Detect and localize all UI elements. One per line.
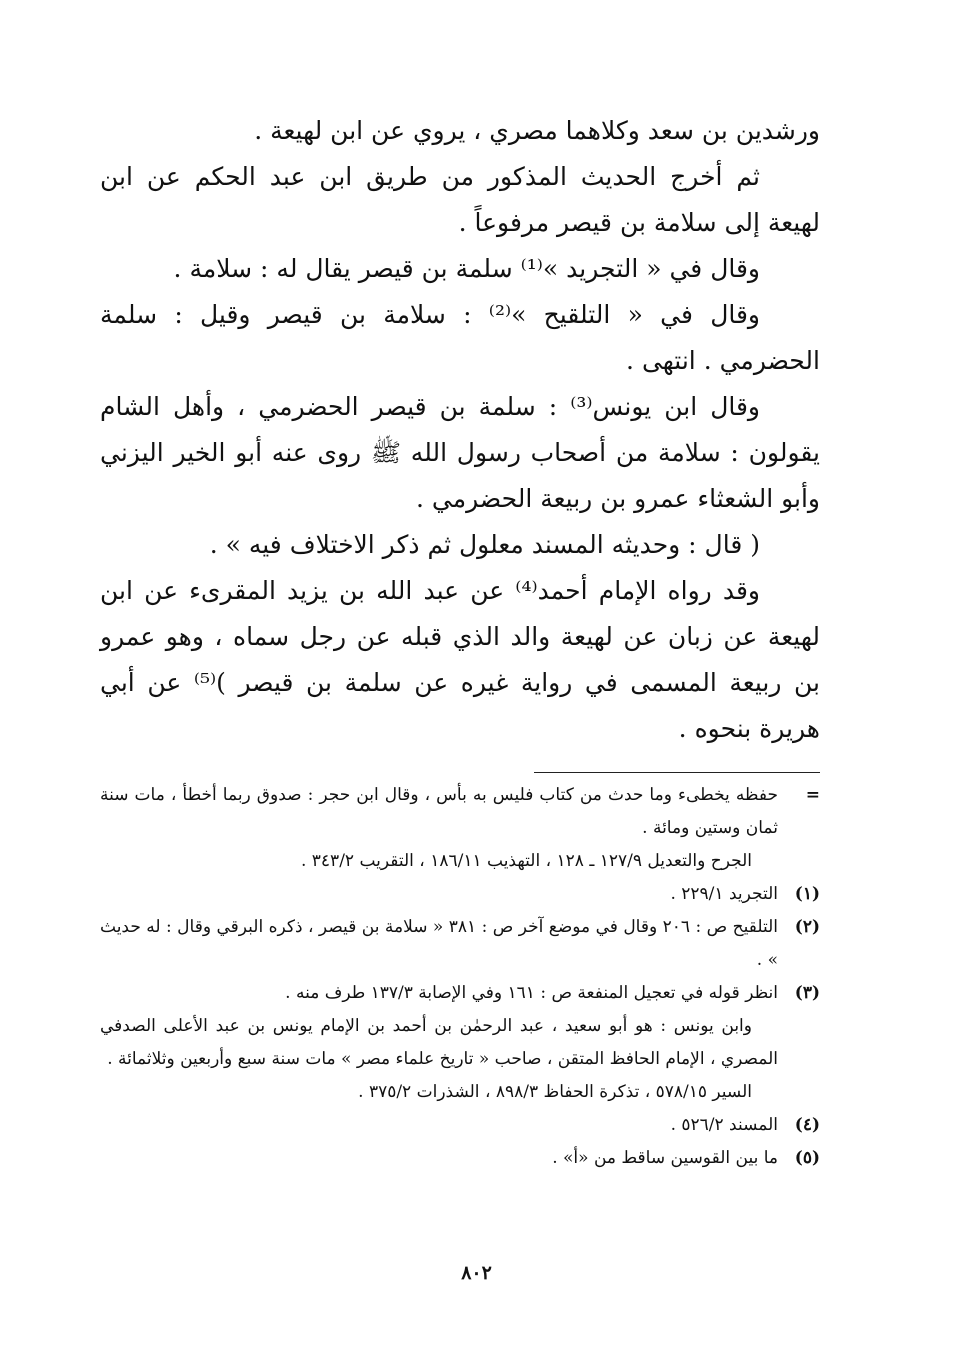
footnote-divider [534, 772, 820, 773]
paragraph-2: ثم أخرج الحديث المذكور من طريق ابن عبد الحكم عن ابن لهيعة إلى سلامة بن قيصر مرفوعاً . [100, 162, 820, 237]
footnote-text: ما بين القوسين ساقط من «أ» . [552, 1148, 778, 1168]
footnote-continued-reference: الجرح والتعديل ١٢٧/٩ ـ ١٢٨ ، التهذيب ١٨٦/١١ ، التقريب ٣٤٣/٢ . [300, 851, 752, 871]
footnote-1 [100, 878, 820, 911]
footnote-3 [100, 977, 820, 1010]
main-text [100, 108, 820, 752]
footnote-number: (٢) [794, 917, 820, 937]
footnote-5 [100, 1142, 820, 1175]
footnote-text: انظر قوله في تعجيل المنفعة ص : ١٦١ وفي الإصابة ١٣٧/٣ طرف منه . [285, 983, 778, 1003]
footnotes [100, 779, 820, 1175]
page-content [100, 108, 820, 1175]
footnote-text: المسند ٥٢٦/٢ . [670, 1115, 778, 1135]
footnote-continued-text: حفظه يخطىء وما حدث من كتاب فليس به بأس ، وقال ابن حجر : صدوق ربما أخطأ ، مات سنة ثمان وستين ومائة . [100, 785, 778, 838]
footnote-2 [100, 911, 820, 977]
footnote-text: التلقيح ص : ٢٠٦ وقال في موضع آخر ص : ٣٨١ « سلامة بن قيصر ، ذكره البرقي وقال : له حديث » . [100, 917, 778, 970]
footnote-number: (٤) [794, 1115, 820, 1135]
paragraph-1: ورشدين بن سعد وكلاهما مصري ، يروي عن ابن لهيعة . [254, 116, 820, 145]
footnote-4 [100, 1109, 820, 1142]
paragraph-3: وقال في « التجريد »⁽¹⁾ سلمة بن قيصر يقال له : سلامة . [173, 254, 760, 283]
paragraph-7: وقد رواه الإمام أحمد⁽⁴⁾ عن عبد الله بن يزيد المقرىء عن ابن لهيعة عن زبان عن لهيعة والد الذي قبله عن رجل سماه ، وهو عمرو بن ربيعة المسمى في رواية غيره عن سلمة بن قيصر )⁽⁵⁾ عن أبي هريرة بنحوه . [100, 576, 820, 743]
continuation-marker: = [805, 785, 820, 805]
paragraph-5: وقال ابن يونس⁽³⁾ : سلمة بن قيصر الحضرمي ، وأهل الشام يقولون : سلامة من أصحاب رسول الله ﷺ روى عنه أبو الخير اليزني وأبو الشعثاء عمرو بن ربيعة الحضرمي . [100, 392, 820, 513]
footnote-3-bio: وابن يونس : هو أبو سعيد ، عبد الرحمٰن بن أحمد بن الإمام يونس بن عبد الأعلى الصدفي المصري ، الإمام الحافظ المتقن ، صاحب « تاريخ علماء مصر » مات سنة سبع وأربعين وثلاثمائة . [100, 1016, 778, 1069]
footnote-number: (٥) [794, 1148, 820, 1168]
page-number: ٨٠٢ [461, 1262, 492, 1284]
footnote-3-sources: السير ٥٧٨/١٥ ، تذكرة الحفاظ ٨٩٨/٣ ، الشذرات ٣٧٥/٢ . [358, 1082, 752, 1102]
footnote-continued [100, 779, 820, 845]
paragraph-4: وقال في « التلقيح »⁽²⁾ : سلامة بن قيصر وقيل : سلمة الحضرمي . انتهى . [100, 300, 820, 375]
footnote-number: (٣) [794, 983, 820, 1003]
paragraph-6: ( قال : وحديثه المسند معلول ثم ذكر الاختلاف فيه » . [209, 530, 760, 559]
footnote-text: التجريد ٢٢٩/١ . [670, 884, 778, 904]
footnote-number: (١) [794, 884, 820, 904]
